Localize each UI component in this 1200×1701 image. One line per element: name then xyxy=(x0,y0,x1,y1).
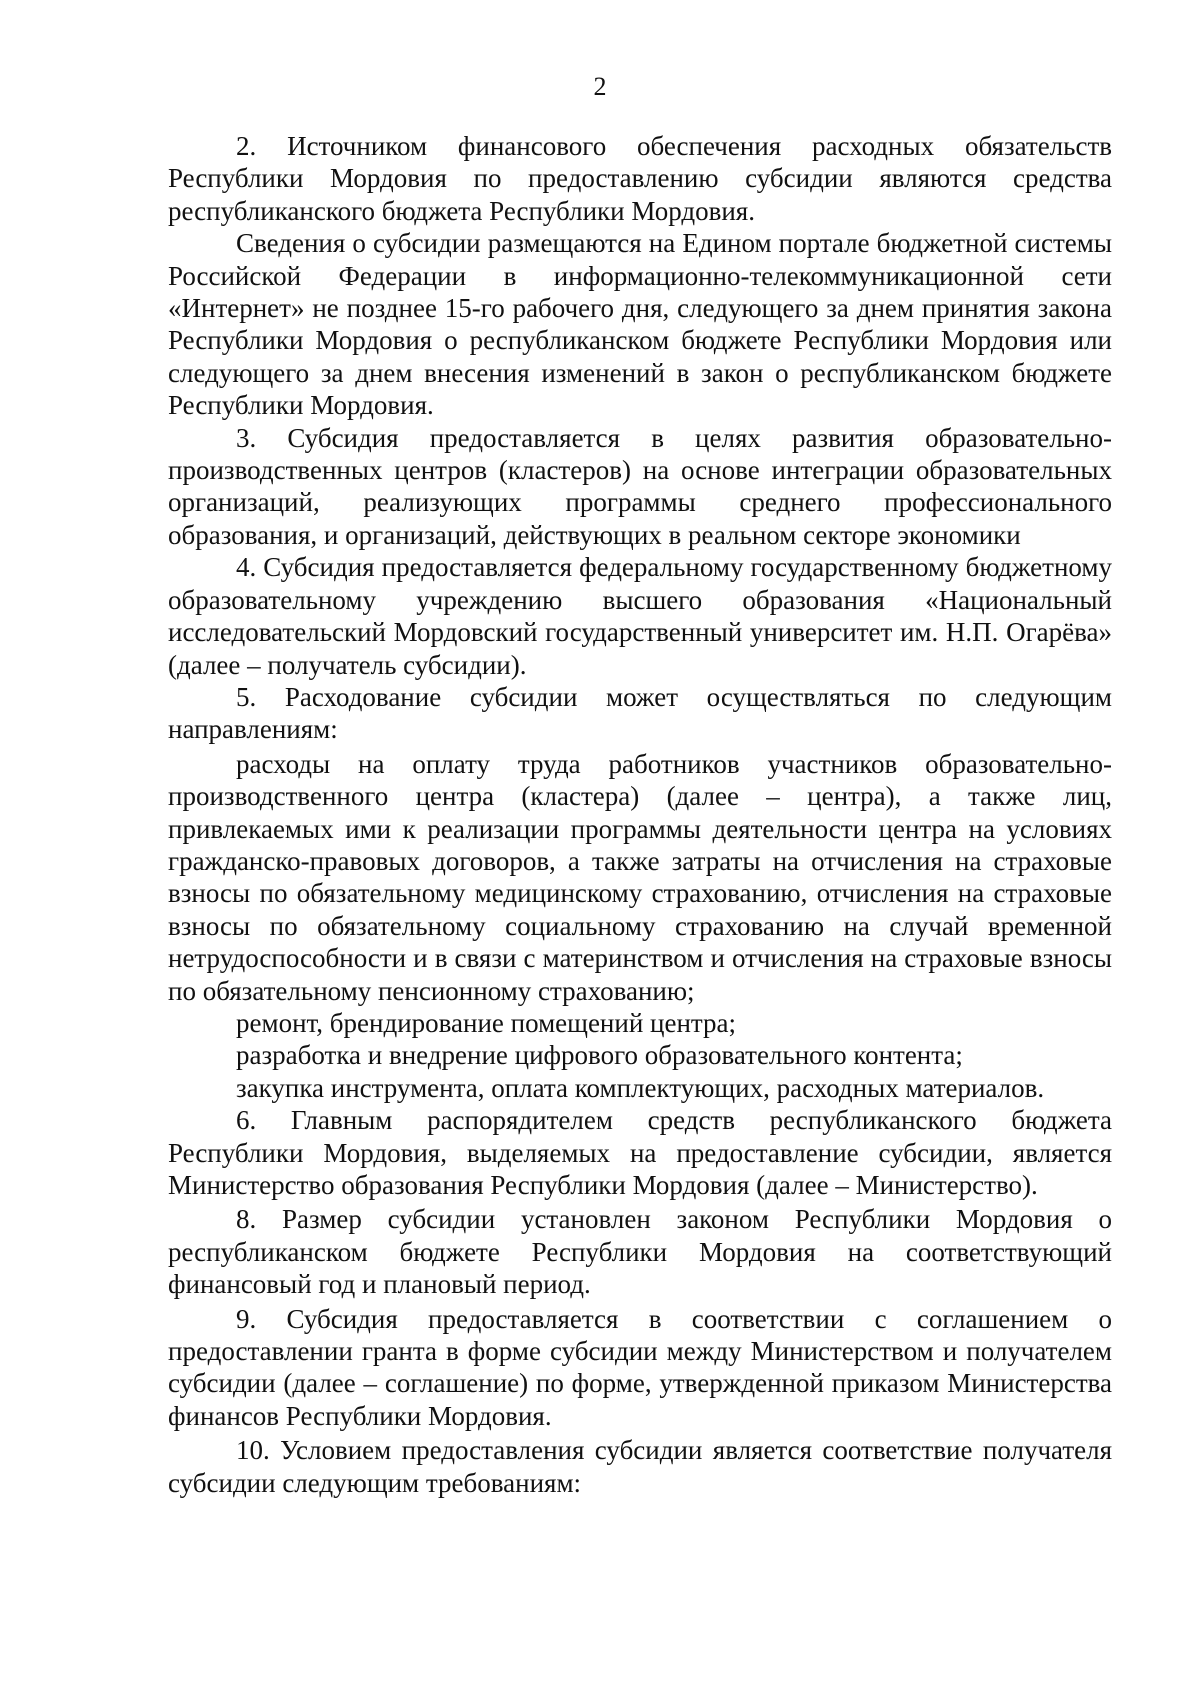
paragraph-spending-directions: 5. Расходование субсидии может осуществляться по следующим направлениям: xyxy=(168,681,1112,745)
page-number: 2 xyxy=(593,72,607,101)
paragraph-digital-content: разработка и внедрение цифрового образовательного контента; xyxy=(236,1040,963,1071)
paragraph-repair-branding: ремонт, брендирование помещений центра; xyxy=(236,1007,737,1038)
paragraph-subsidy-amount: 8. Размер субсидии установлен законом Республики Мордовия о республиканском бюджете Республики Мордовия на соответствующий финансовый год и плановый период. xyxy=(168,1204,1112,1300)
document-body xyxy=(168,130,1112,1499)
paragraph-main-administrator: 6. Главным распорядителем средств республиканского бюджета Республики Мордовия, выделяемых на предоставление субсидии, является Министерство образования Республики Мордовия (далее – Министерство). xyxy=(168,1105,1112,1200)
paragraph-tools-materials: закупка инструмента, оплата комплектующих, расходных материалов. xyxy=(236,1072,1045,1103)
paragraph-requirements-condition: 10. Условием предоставления субсидии является соответствие получателя субсидии следующим требованиям: xyxy=(168,1435,1112,1498)
paragraph-subsidy-purpose: 3. Субсидия предоставляется в целях развития образовательно-производственных центров (кластеров) на основе интеграции образовательных организаций, реализующих программы среднего профессионального образования, и организаций, действующих в реальном секторе экономики xyxy=(168,422,1112,550)
paragraph-labor-costs: расходы на оплату труда работников участников образовательно-производственного центра (кластера) (далее – центра), а также лиц, привлекаемых ими к реализации программы деятельности центра на условиях гражданско-правовых договоров, а также затраты на отчисления на страховые взносы по обязательному медицинскому страхованию, отчисления на страховые взносы по обязательному социальному страхованию на случай временной нетрудоспособности и в связи с материнством и отчисления на страховые взносы по обязательному пенсионному страхованию; xyxy=(168,748,1112,1006)
paragraph-funding-source: 2. Источником финансового обеспечения расходных обязательств Республики Мордовия по предоставлению субсидии являются средства республиканского бюджета Республики Мордовия. xyxy=(168,131,1112,226)
paragraph-subsidy-info-publication: Сведения о субсидии размещаются на Едином портале бюджетной системы Российской Федерации в информационно-телекоммуникационной сети «Интернет» не позднее 15-го рабочего дня, следующего за днем принятия закона Республики Мордовия о республиканском бюджете Республики Мордовия или следующего за днем внесения изменений в закон о республиканском бюджете Республики Мордовия. xyxy=(168,228,1112,421)
paragraph-subsidy-recipient: 4. Субсидия предоставляется федеральному государственному бюджетному образовательному учреждению высшего образования «Национальный исследовательский Мордовский государственный университет им. Н.П. Огарёва» (далее – получатель субсидии). xyxy=(168,552,1112,680)
paragraph-agreement: 9. Субсидия предоставляется в соответствии с соглашением о предоставлении гранта в форме субсидии между Министерством и получателем субсидии (далее – соглашение) по форме, утвержденной приказом Министерства финансов Республики Мордовия. xyxy=(168,1303,1112,1431)
